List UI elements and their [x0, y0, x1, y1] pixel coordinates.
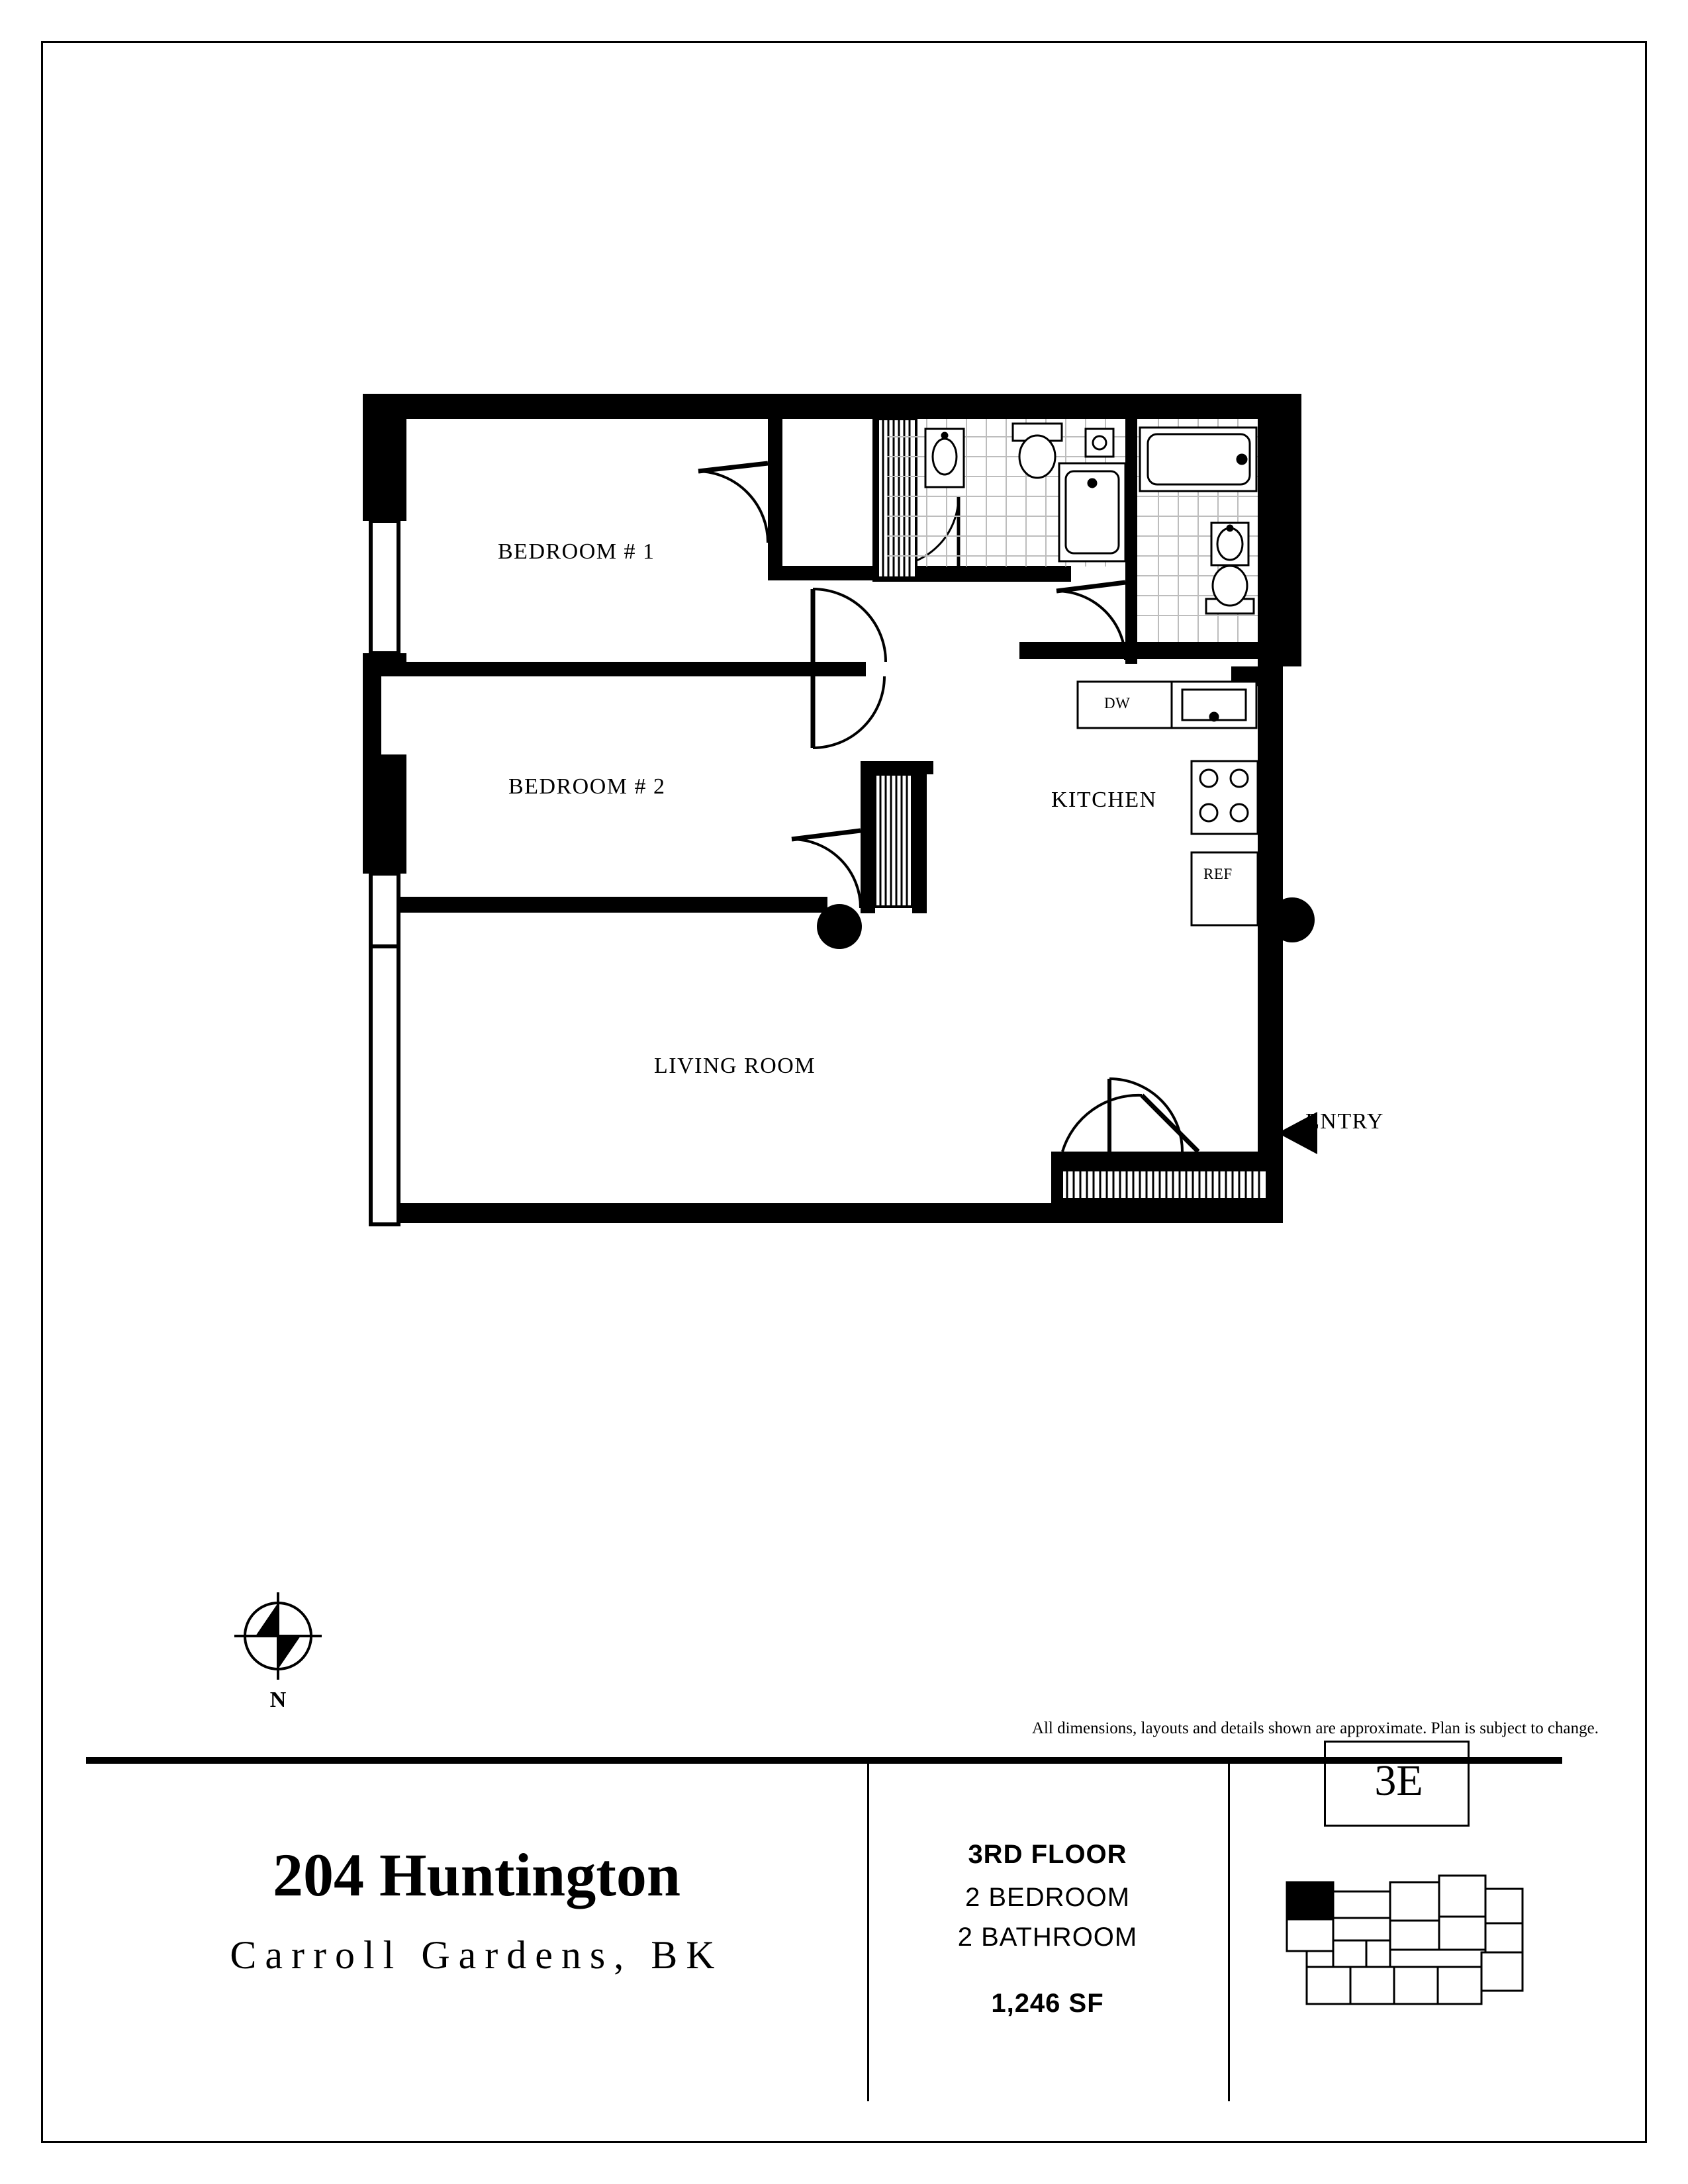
unit-number-box	[1324, 1741, 1470, 1827]
door-bath2-leaf	[1056, 582, 1125, 591]
wall-left-window-1	[371, 521, 399, 653]
key-plan-diagram	[1278, 1860, 1536, 2025]
bathroom-1-fixtures	[887, 419, 1125, 567]
bathroom-2-fixtures	[1137, 419, 1258, 642]
wall-bottom	[371, 1203, 1059, 1223]
square-footage: 1,246 SF	[991, 1989, 1104, 2018]
fixture-label-dishwasher: DW	[1104, 695, 1131, 711]
wall-top	[363, 394, 1301, 419]
column-living-2	[1270, 897, 1315, 942]
wall-bed2-closet-left	[861, 761, 875, 913]
door-bed2-arc	[813, 676, 884, 748]
wall-partition-bed2-living	[397, 897, 827, 913]
room-label-living-room: LIVING ROOM	[654, 1054, 816, 1078]
bath1-toilet-bowl	[1019, 435, 1055, 478]
wall-bath2-bottom	[1019, 642, 1284, 659]
compass-icon	[218, 1588, 338, 1688]
wall-bottom-closet-top	[1051, 1152, 1283, 1170]
column-living-1	[817, 904, 862, 949]
door-bed1-arc	[813, 589, 886, 662]
kitchen-range	[1192, 761, 1258, 834]
compass-rose	[218, 1588, 338, 1714]
wall-bed1-closet-left	[768, 394, 782, 579]
room-label-bedroom-1: BEDROOM # 1	[498, 539, 655, 564]
title-block-divider-2	[1228, 1764, 1230, 2101]
fixture-label-refrigerator: REF	[1203, 866, 1233, 882]
floor-label: 3RD FLOOR	[968, 1840, 1127, 1869]
wall-left-seg-3	[363, 754, 406, 874]
room-label-bedroom-2: BEDROOM # 2	[508, 774, 666, 799]
wall-right-bath-poche	[1258, 394, 1301, 666]
wall-partition-bed1-bed2	[363, 662, 866, 676]
wall-left-seg-4	[363, 672, 381, 754]
bathroom-count: 2 BATHROOM	[957, 1923, 1138, 1952]
compass-north-label: N	[269, 1688, 287, 1712]
door-entry-leaf-1	[1142, 1095, 1198, 1152]
door-entry-arc-1	[1062, 1095, 1142, 1152]
wall-left-window-2	[371, 874, 399, 946]
kitchen-refrigerator	[1192, 852, 1258, 925]
room-label-kitchen: KITCHEN	[1051, 788, 1157, 812]
wall-bed2-closet-right	[912, 761, 927, 913]
door-bed2-closet-leaf	[792, 831, 861, 839]
neighborhood-name: Carroll Gardens, BK	[230, 1933, 724, 1977]
wall-bath-divider	[1125, 419, 1137, 664]
wall-left-window-3	[371, 946, 399, 1224]
wall-bottom-closet	[1051, 1198, 1283, 1223]
wall-left-seg-1	[363, 394, 406, 521]
door-bed1-closet-arc	[698, 471, 768, 543]
door-bed1-closet-leaf	[698, 463, 768, 471]
unit-number: 3E	[1374, 1756, 1423, 1805]
building-name: 204 Huntington	[272, 1841, 681, 1909]
room-label-entry: ENTRY	[1305, 1109, 1384, 1134]
title-block	[86, 1756, 1562, 2101]
bath2-toilet-bowl	[1213, 566, 1247, 606]
disclaimer-text: All dimensions, layouts and details shown are approximate. Plan is subject to change.	[1031, 1719, 1599, 1737]
bedroom-count: 2 BEDROOM	[964, 1883, 1131, 1912]
door-entry-arc-2	[1109, 1079, 1182, 1152]
key-plan-highlight-unit	[1287, 1882, 1333, 1919]
